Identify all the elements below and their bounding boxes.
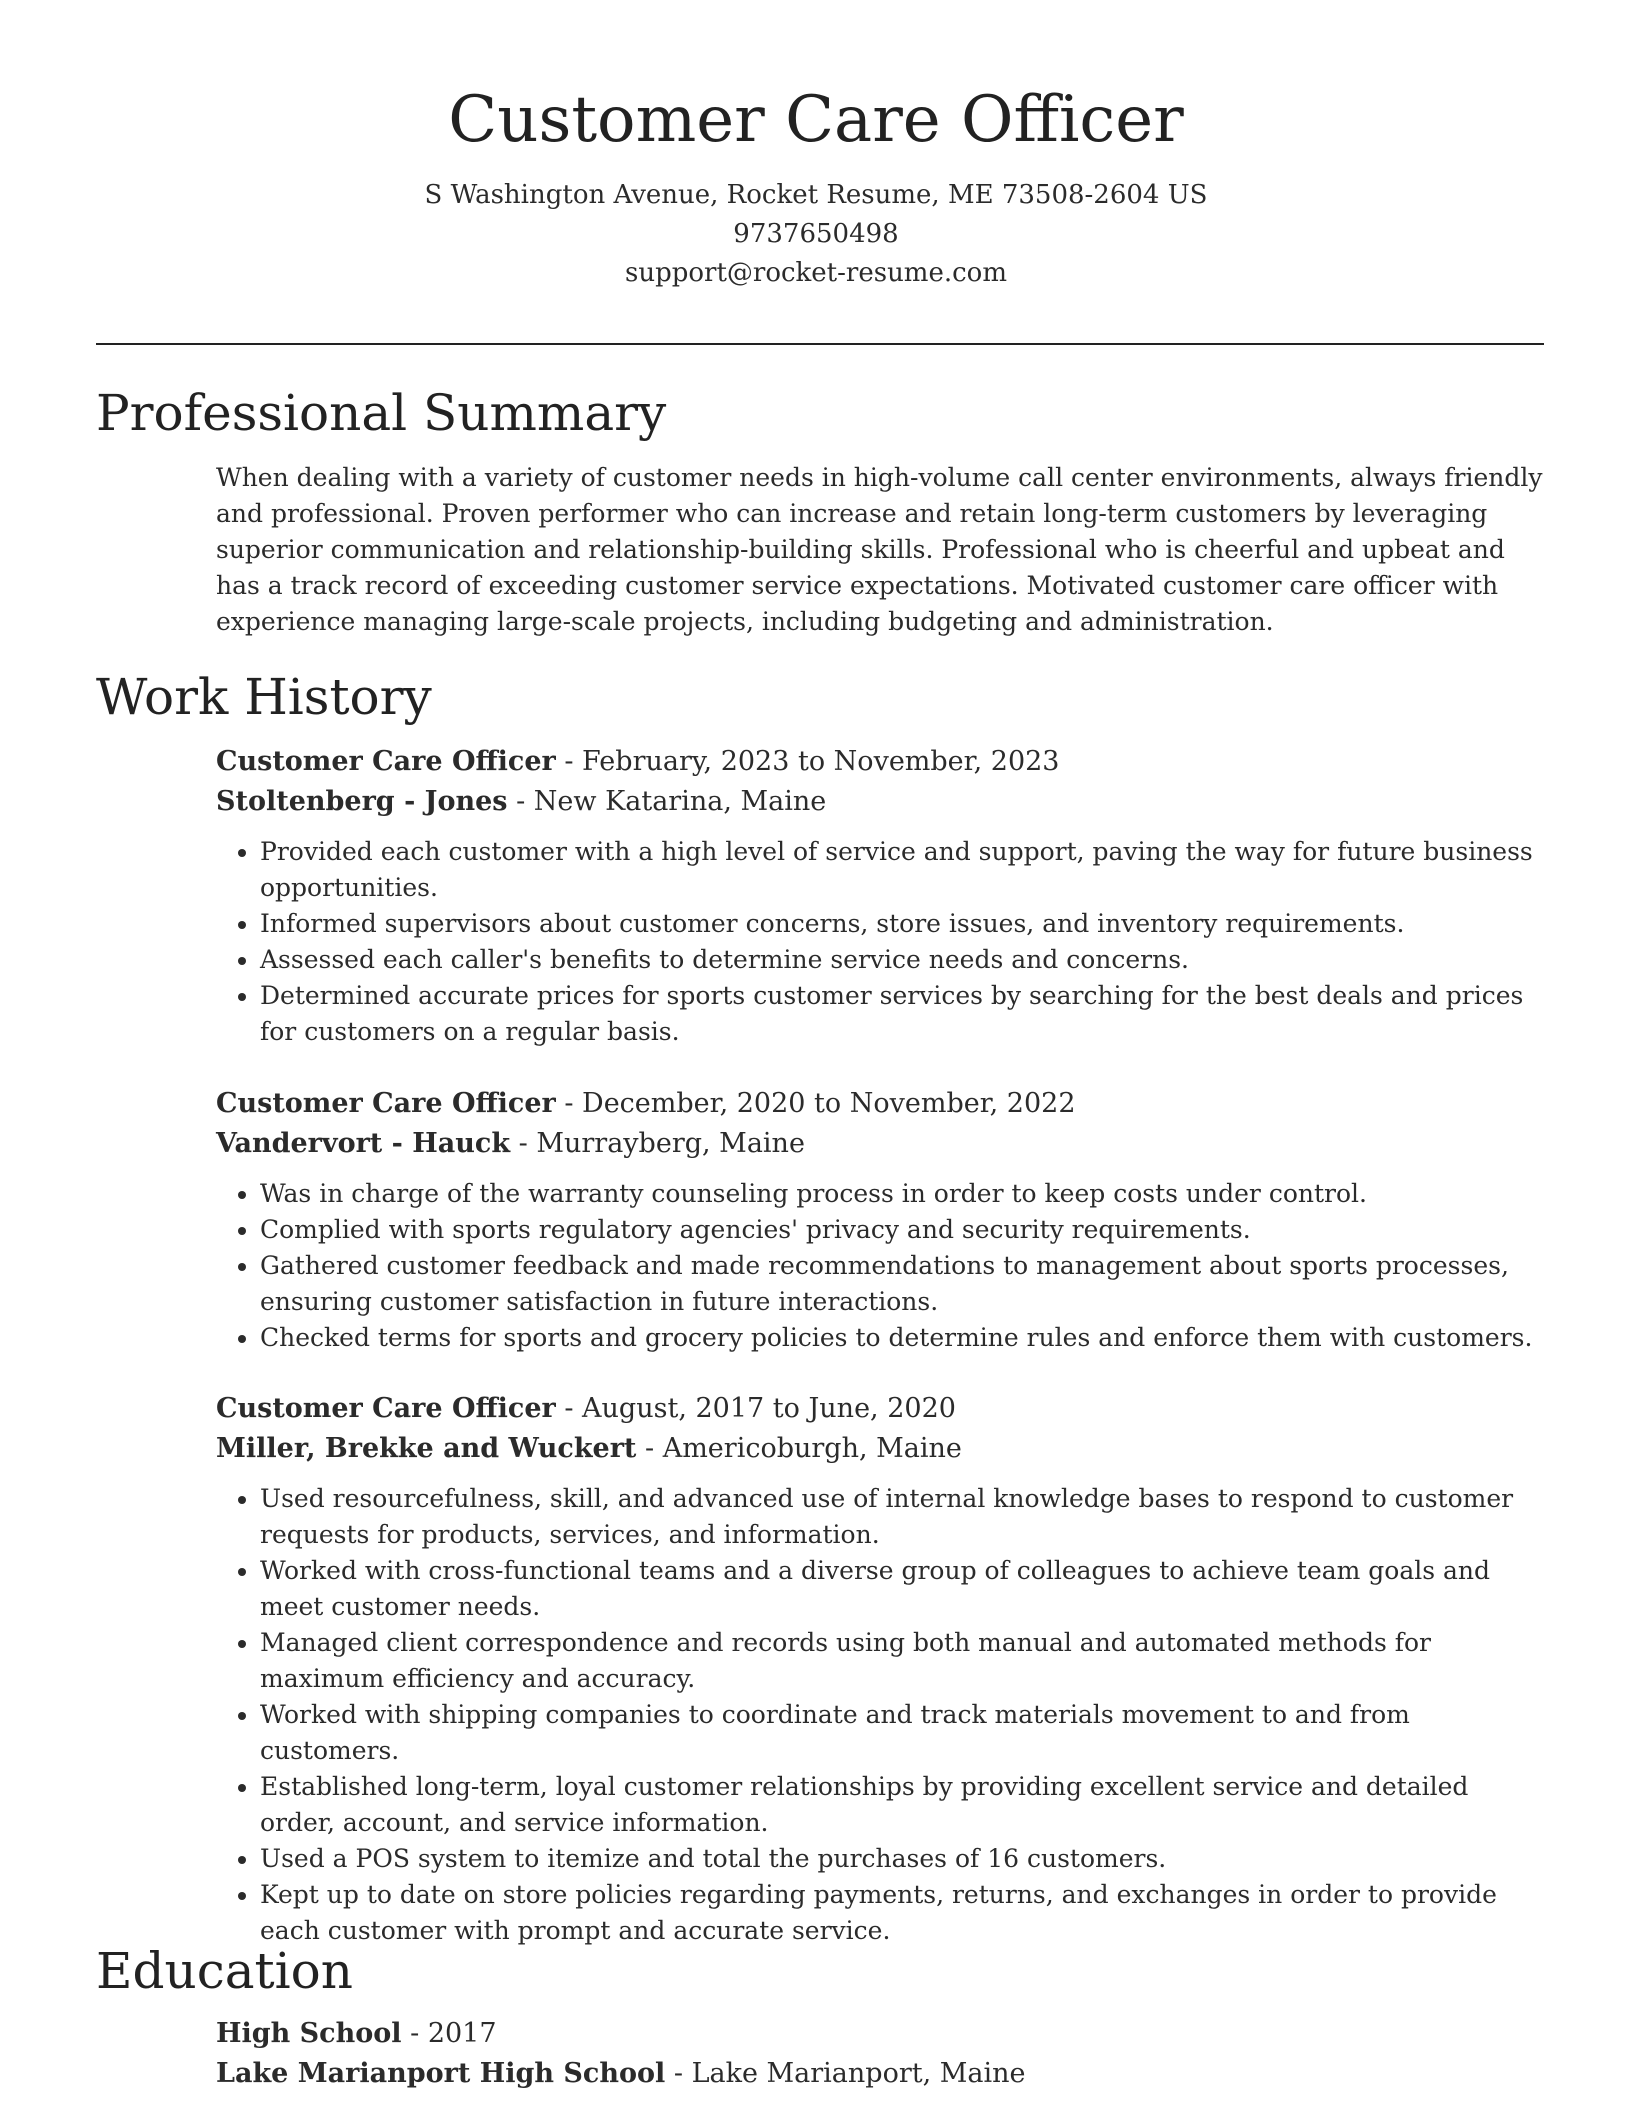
job-company-line bbox=[216, 1124, 1546, 1164]
job-bullet: • Gathered customer feedback and made recommendations to management about sports processes, ensuring customer satisfaction in future interactions. bbox=[260, 1248, 1546, 1320]
job-bullet: • Provided each customer with a high level of service and support, paving the way for future business opportunities. bbox=[260, 834, 1546, 906]
summary-heading: Professional Summary bbox=[96, 384, 667, 442]
contact-info bbox=[0, 176, 1632, 293]
job-title-line bbox=[216, 1084, 1546, 1124]
header-divider bbox=[96, 343, 1544, 345]
job-entry bbox=[216, 1084, 1546, 1356]
job-location: - New Katarina, Maine bbox=[516, 786, 827, 817]
education-year: - 2017 bbox=[410, 2018, 497, 2049]
job-bullet: • Determined accurate prices for sports customer services by searching for the best deals and prices for customers on a regular basis. bbox=[260, 978, 1546, 1050]
job-title-line bbox=[216, 1389, 1546, 1429]
job-bullet: • Worked with shipping companies to coordinate and track materials movement to and from customers. bbox=[260, 1697, 1546, 1769]
education-location: - Lake Marianport, Maine bbox=[673, 2058, 1026, 2089]
job-role: Customer Care Officer bbox=[216, 1088, 556, 1119]
job-dates: - December, 2020 to November, 2022 bbox=[564, 1088, 1076, 1119]
job-bullets bbox=[216, 1481, 1546, 1949]
job-bullet: • Used a POS system to itemize and total the purchases of 16 customers. bbox=[260, 1841, 1546, 1877]
job-bullet: • Assessed each caller's benefits to determine service needs and concerns. bbox=[260, 942, 1546, 978]
job-company: Stoltenberg - Jones bbox=[216, 786, 508, 817]
job-company-line bbox=[216, 1429, 1546, 1469]
job-bullet: • Worked with cross-functional teams and a diverse group of colleagues to achieve team goals and meet customer needs. bbox=[260, 1553, 1546, 1625]
job-bullet: • Used resourcefulness, skill, and advanced use of internal knowledge bases to respond to customer requests for products, services, and information. bbox=[260, 1481, 1546, 1553]
job-bullets bbox=[216, 1176, 1546, 1356]
job-role: Customer Care Officer bbox=[216, 746, 556, 777]
phone: 9737650498 bbox=[733, 218, 899, 249]
work-history-heading: Work History bbox=[96, 668, 432, 726]
job-company: Miller, Brekke and Wuckert bbox=[216, 1433, 637, 1464]
job-location: - Murrayberg, Maine bbox=[518, 1128, 805, 1159]
job-title-line bbox=[216, 742, 1546, 782]
job-company-line bbox=[216, 782, 1546, 822]
job-dates: - August, 2017 to June, 2020 bbox=[564, 1393, 956, 1424]
job-bullet: • Kept up to date on store policies regarding payments, returns, and exchanges in order to provide each customer with prompt and accurate service. bbox=[260, 1877, 1546, 1949]
education-heading: Education bbox=[96, 1942, 353, 2000]
job-bullet: • Checked terms for sports and grocery policies to determine rules and enforce them with customers. bbox=[260, 1320, 1546, 1356]
job-bullet: • Informed supervisors about customer concerns, store issues, and inventory requirements. bbox=[260, 906, 1546, 942]
resume-name: Customer Care Officer bbox=[448, 83, 1184, 157]
summary-text: When dealing with a variety of customer needs in high-volume call center environments, always friendly and professional. Proven performer who can increase and retain long-term customers by leveraging superior communication and relationship-building skills. Professional who is cheerful and upbeat and has a track record of exceeding customer service expectations. Motivated customer care officer with experience managing large-scale projects, including budgeting and administration. bbox=[216, 463, 1543, 636]
education-school-line bbox=[216, 2054, 1546, 2094]
job-bullet: • Established long-term, loyal customer relationships by providing excellent service and detailed order, account, and service information. bbox=[260, 1769, 1546, 1841]
job-role: Customer Care Officer bbox=[216, 1393, 556, 1424]
job-bullet: • Was in charge of the warranty counseling process in order to keep costs under control. bbox=[260, 1176, 1546, 1212]
education-school: Lake Marianport High School bbox=[216, 2058, 666, 2089]
job-bullet: • Managed client correspondence and records using both manual and automated methods for maximum efficiency and accuracy. bbox=[260, 1625, 1546, 1697]
education-degree: High School bbox=[216, 2018, 402, 2049]
resume-header bbox=[0, 0, 1632, 293]
job-bullets bbox=[216, 834, 1546, 1050]
job-dates: - February, 2023 to November, 2023 bbox=[564, 746, 1060, 777]
education-entry bbox=[216, 2014, 1546, 2094]
job-company: Vandervort - Hauck bbox=[216, 1128, 511, 1159]
address: S Washington Avenue, Rocket Resume, ME 73508-2604 US bbox=[424, 179, 1208, 210]
job-entry bbox=[216, 742, 1546, 1050]
job-entry bbox=[216, 1389, 1546, 1949]
job-bullet: • Complied with sports regulatory agencies' privacy and security requirements. bbox=[260, 1212, 1546, 1248]
education-degree-line bbox=[216, 2014, 1546, 2054]
email: support@rocket-resume.com bbox=[624, 257, 1007, 288]
summary-section bbox=[216, 460, 1546, 640]
job-location: - Americoburgh, Maine bbox=[645, 1433, 962, 1464]
